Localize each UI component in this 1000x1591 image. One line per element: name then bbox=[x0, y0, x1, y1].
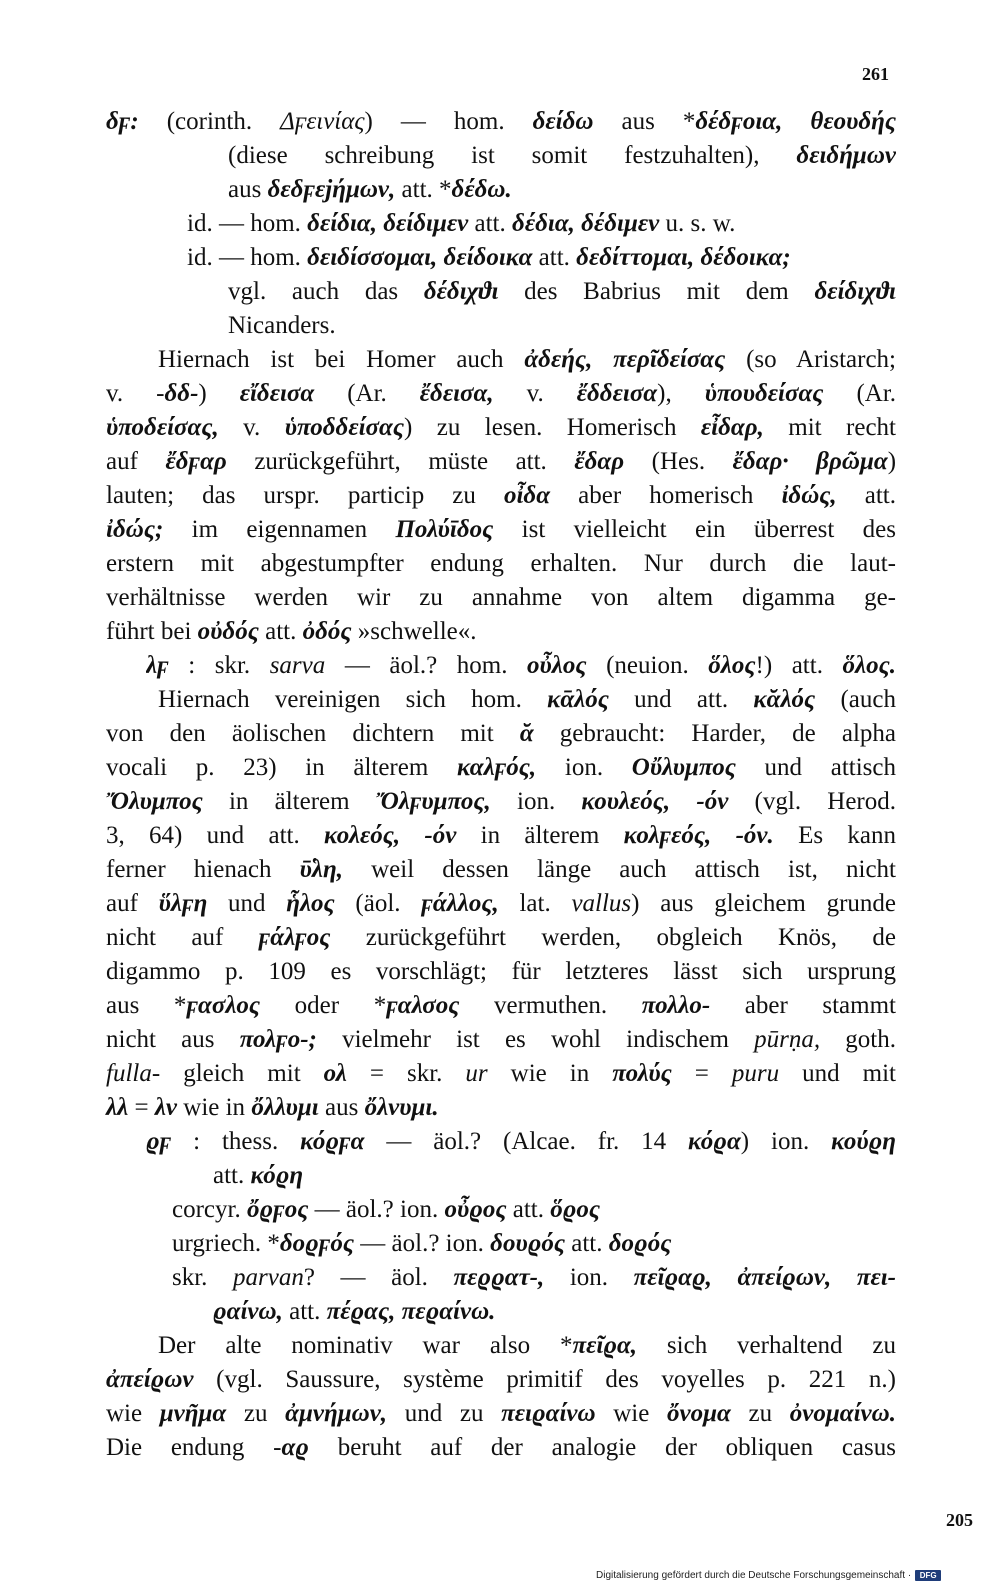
text-run: auf bbox=[106, 890, 159, 917]
greek-term: κᾰλός bbox=[753, 686, 816, 713]
text-run: mit recht bbox=[763, 414, 896, 441]
greek-term: ὄϱϝος bbox=[246, 1196, 309, 1223]
text-line bbox=[106, 548, 896, 580]
greek-term: δείδια, δείδιμεν bbox=[307, 210, 469, 237]
greek-term: ολ bbox=[323, 1060, 347, 1087]
text-line bbox=[106, 1058, 896, 1090]
greek-term: Οὔλυμπος bbox=[631, 754, 736, 781]
text-run: Hiernach vereinigen sich hom. bbox=[158, 686, 548, 713]
greek-term: ὑποδδείσας bbox=[284, 414, 405, 441]
text-run: : skr. bbox=[168, 652, 270, 679]
text-run: zurückgeführt, müste att. bbox=[226, 448, 575, 475]
greek-term: πολλο- bbox=[641, 992, 711, 1019]
text-run: id. — hom. bbox=[187, 244, 308, 271]
greek-term: ὀδός bbox=[302, 618, 352, 645]
text-line bbox=[106, 446, 896, 478]
text-line bbox=[106, 514, 896, 546]
greek-term: Ὄλϝυμπος, bbox=[375, 788, 491, 815]
greek-term: δέδω. bbox=[451, 176, 512, 203]
greek-term: ϱαίνω, bbox=[213, 1298, 283, 1325]
greek-term: ἧλος bbox=[286, 890, 335, 917]
text-run: — äol.? (Alcae. fr. 14 bbox=[364, 1128, 689, 1155]
greek-term: πειϱαίνω bbox=[501, 1400, 596, 1427]
greek-term: δείδιχϑι bbox=[814, 278, 896, 305]
greek-term: κουλεός, -όν bbox=[581, 788, 729, 815]
text-run: ) ion. bbox=[740, 1128, 832, 1155]
text-line bbox=[106, 106, 896, 138]
text-line bbox=[172, 1228, 671, 1260]
text-run: Nicanders. bbox=[228, 312, 336, 339]
text-run: ion. bbox=[490, 788, 582, 815]
greek-term: κόϱη bbox=[250, 1162, 304, 1189]
text-run: zu bbox=[226, 1400, 286, 1427]
text-line bbox=[228, 276, 896, 308]
text-line bbox=[106, 956, 896, 988]
greek-term: ϝασλος bbox=[186, 992, 261, 1019]
text-line bbox=[106, 718, 896, 750]
text-run: — äol.? ion. bbox=[354, 1230, 491, 1257]
text-line bbox=[106, 922, 896, 954]
text-line bbox=[106, 582, 896, 614]
text-run: att. bbox=[565, 1230, 609, 1257]
greek-term: ὄλλυμι bbox=[251, 1094, 319, 1121]
text-run: Es kann bbox=[773, 822, 896, 849]
text-line bbox=[106, 480, 896, 512]
text-run: ion. bbox=[544, 1264, 634, 1291]
text-run: att. bbox=[532, 244, 577, 271]
text-run: wie in bbox=[487, 1060, 613, 1087]
text-run: wie in bbox=[177, 1094, 252, 1121]
text-run: vgl. auch das bbox=[228, 278, 424, 305]
text-run: ferner hienach bbox=[106, 856, 300, 883]
greek-term: οὖλος bbox=[527, 652, 587, 679]
text-run: und zu bbox=[387, 1400, 502, 1427]
text-run: — äol.? ion. bbox=[308, 1196, 445, 1223]
text-line bbox=[106, 1092, 439, 1124]
greek-term: κᾱλός bbox=[547, 686, 609, 713]
greek-term: δεδϝεϳήμων, bbox=[267, 176, 396, 203]
text-line bbox=[213, 1160, 303, 1192]
greek-term: λϝ bbox=[146, 652, 169, 679]
text-run: (vgl. Saussure, système primitif des voyelles p. 221 n.) bbox=[193, 1366, 896, 1393]
text-run: ) bbox=[887, 448, 896, 475]
text-run: aber stammt bbox=[710, 992, 896, 1019]
greek-term: ὑπουδείσας bbox=[704, 380, 824, 407]
greek-term: πεῖϱα, bbox=[572, 1332, 638, 1359]
greek-term: ὅλος bbox=[708, 652, 756, 679]
text-run: Hiernach ist bei Homer auch bbox=[158, 346, 525, 373]
text-line bbox=[106, 616, 477, 648]
text-run: aus bbox=[228, 176, 268, 203]
text-run: gleich mit bbox=[160, 1060, 324, 1087]
latin-italic-term: fulla- bbox=[106, 1060, 161, 1087]
text-run: v. bbox=[493, 380, 577, 407]
text-run: goth. bbox=[820, 1026, 896, 1053]
text-run: (auch bbox=[815, 686, 896, 713]
text-run: lauten; das urspr. particip zu bbox=[106, 482, 504, 509]
text-run: ? — äol. bbox=[303, 1264, 454, 1291]
text-run: vocali p. 23) in älterem bbox=[106, 754, 457, 781]
greek-term: ὅϱος bbox=[550, 1196, 601, 1223]
text-run: att. * bbox=[395, 176, 452, 203]
greek-term: ὕλϝη bbox=[158, 890, 208, 917]
greek-term: Ὄλυμπος bbox=[106, 788, 203, 815]
text-run: und mit bbox=[779, 1060, 896, 1087]
greek-term: ᾰ bbox=[519, 720, 534, 747]
text-run: id. — hom. bbox=[187, 210, 308, 237]
text-run: von den äolischen dichtern mit bbox=[106, 720, 520, 747]
greek-term: πολύς bbox=[612, 1060, 672, 1087]
greek-term: ἰδώς; bbox=[106, 516, 164, 543]
text-run: erstern mit abgestumpfter endung erhalten. Nur durch die laut- bbox=[106, 550, 896, 577]
text-run: aus * bbox=[593, 108, 696, 135]
text-run: »schwelle«. bbox=[351, 618, 477, 645]
text-run: weil dessen länge auch attisch ist, nicht bbox=[342, 856, 896, 883]
greek-term: ὄλνυμι. bbox=[364, 1094, 439, 1121]
latin-italic-term: pūrṇa, bbox=[754, 1026, 821, 1053]
greek-term: ἀπείϱων bbox=[106, 1366, 194, 1393]
text-run: beruht auf der analogie der obliquen casus bbox=[308, 1434, 896, 1461]
greek-term: δέδϝοια, θεουδής bbox=[695, 108, 896, 135]
text-run: im eigennamen bbox=[163, 516, 396, 543]
greek-term: ὄνομα bbox=[667, 1400, 731, 1427]
text-run: (Ar. bbox=[314, 380, 420, 407]
greek-term: ἀμνήμων, bbox=[285, 1400, 388, 1427]
greek-term: δϝ: bbox=[106, 108, 139, 135]
text-run: att. bbox=[506, 1196, 551, 1223]
greek-term: καλϝός, bbox=[457, 754, 537, 781]
text-run: und att. bbox=[608, 686, 754, 713]
text-run: (Hes. bbox=[624, 448, 733, 475]
text-run: und attisch bbox=[735, 754, 896, 781]
text-run: !) att. bbox=[755, 652, 843, 679]
greek-term: ἔδαρ· βρῶμα bbox=[732, 448, 888, 475]
greek-term: δδ- bbox=[164, 380, 199, 407]
greek-term: κόϱα bbox=[688, 1128, 741, 1155]
greek-term: ὀνομαίνω. bbox=[789, 1400, 896, 1427]
text-line bbox=[106, 990, 896, 1022]
text-run: in älterem bbox=[456, 822, 624, 849]
greek-term: δοϱϝός bbox=[279, 1230, 355, 1257]
greek-term: λλ bbox=[106, 1094, 129, 1121]
greek-term: λν bbox=[154, 1094, 178, 1121]
greek-term: ϝαλσος bbox=[386, 992, 460, 1019]
text-run: ion. bbox=[536, 754, 632, 781]
text-run: skr. bbox=[172, 1264, 234, 1291]
text-line bbox=[106, 820, 896, 852]
text-run: att. bbox=[468, 210, 513, 237]
text-line bbox=[158, 1330, 896, 1362]
text-run: (so Aristarch; bbox=[725, 346, 896, 373]
text-run: aus * bbox=[106, 992, 187, 1019]
greek-term: ϝάλϝος bbox=[258, 924, 331, 951]
funding-credit-text: Digitalisierung gefördert durch die Deutsche Forschungsgemeinschaft · bbox=[596, 1570, 912, 1581]
greek-term: κολεός, -όν bbox=[324, 822, 457, 849]
text-line bbox=[106, 888, 896, 920]
text-run: (corinth. bbox=[138, 108, 281, 135]
latin-italic-term: sarva bbox=[269, 652, 326, 679]
greek-term: πεῖϱαϱ, ἀπείϱων, πει- bbox=[633, 1264, 896, 1291]
text-run: nicht aus bbox=[106, 1026, 240, 1053]
text-run: (diese schreibung ist somit festzuhalten), bbox=[228, 142, 797, 169]
greek-term: δέδιχϑι bbox=[423, 278, 499, 305]
text-run: gebraucht: Harder, de alpha bbox=[533, 720, 896, 747]
text-run: v. bbox=[218, 414, 285, 441]
dfg-logo: DFG bbox=[915, 1570, 941, 1581]
text-run: v. - bbox=[106, 380, 165, 407]
text-line bbox=[106, 1024, 896, 1056]
text-run: = bbox=[671, 1060, 732, 1087]
text-run: wie bbox=[595, 1400, 668, 1427]
text-line bbox=[106, 786, 896, 818]
greek-term: ῡ̔λη, bbox=[299, 856, 343, 883]
text-run: att. bbox=[836, 482, 896, 509]
text-run: des Babrius mit dem bbox=[498, 278, 815, 305]
text-line bbox=[106, 1398, 896, 1430]
text-run: lat. bbox=[498, 890, 572, 917]
greek-term: ἔδαρ bbox=[574, 448, 625, 475]
text-run: urgriech. * bbox=[172, 1230, 280, 1257]
text-run: ) aus gleichem grunde bbox=[631, 890, 896, 917]
text-run: = bbox=[128, 1094, 155, 1121]
greek-term: Πολύῑδος bbox=[395, 516, 494, 543]
text-line bbox=[187, 208, 735, 240]
greek-term: εἴδεισα bbox=[239, 380, 315, 407]
text-line bbox=[106, 854, 896, 886]
text-run: (vgl. Herod. bbox=[728, 788, 896, 815]
text-run: att. bbox=[213, 1162, 251, 1189]
text-run: aus bbox=[318, 1094, 365, 1121]
footer-page-number: 205 bbox=[946, 1510, 973, 1530]
text-run: (äol. bbox=[334, 890, 422, 917]
greek-term: δείδω bbox=[532, 108, 594, 135]
greek-term: ἔδϝαρ bbox=[165, 448, 227, 475]
text-run: ), bbox=[657, 380, 705, 407]
text-run: digammo p. 109 es vorschlägt; für letzteres lässt sich ursprung bbox=[106, 958, 896, 985]
greek-term: δεδίττομαι, δέδοικα; bbox=[576, 244, 791, 271]
text-run: wie bbox=[106, 1400, 160, 1427]
text-run: ) — hom. bbox=[364, 108, 533, 135]
text-line bbox=[106, 1432, 896, 1464]
text-run: sich verhaltend zu bbox=[637, 1332, 896, 1359]
text-line bbox=[172, 1262, 896, 1294]
greek-term: οὐδός bbox=[197, 618, 259, 645]
text-run: auf bbox=[106, 448, 166, 475]
greek-term: ἀδεής, περῖδείσας bbox=[524, 346, 726, 373]
text-line bbox=[213, 1296, 495, 1328]
text-run: (Ar. bbox=[823, 380, 896, 407]
text-line bbox=[158, 684, 896, 716]
text-run: zurückgeführt werden, obgleich Knös, de bbox=[330, 924, 896, 951]
text-run: : thess. bbox=[171, 1128, 301, 1155]
text-line bbox=[146, 650, 896, 682]
greek-term: κούϱη bbox=[831, 1128, 896, 1155]
greek-term: οἶδα bbox=[503, 482, 551, 509]
greek-term: οὖϱος bbox=[444, 1196, 507, 1223]
greek-term: ἔδδεισα bbox=[576, 380, 658, 407]
text-run: und bbox=[207, 890, 287, 917]
greek-term: ὑποδείσας, bbox=[106, 414, 219, 441]
text-run: oder * bbox=[260, 992, 387, 1019]
greek-term: δειδίσσομαι, δείδοικα bbox=[307, 244, 533, 271]
text-line bbox=[172, 1194, 600, 1226]
text-run: u. s. w. bbox=[659, 210, 736, 237]
text-run: — äol.? hom. bbox=[325, 652, 528, 679]
text-line bbox=[106, 378, 896, 410]
latin-italic-term: parvan bbox=[233, 1264, 304, 1291]
greek-term: Δϝεινίας bbox=[280, 108, 365, 135]
text-line bbox=[146, 1126, 896, 1158]
text-line bbox=[106, 412, 896, 444]
greek-term: πέϱας, πεϱαίνω. bbox=[326, 1298, 496, 1325]
text-run: = skr. bbox=[346, 1060, 466, 1087]
greek-term: ϱϝ bbox=[146, 1128, 172, 1155]
text-run: Die endung - bbox=[106, 1434, 282, 1461]
text-line bbox=[187, 242, 791, 274]
greek-term: ἰδώς, bbox=[781, 482, 837, 509]
greek-term: ὅλος. bbox=[842, 652, 896, 679]
text-run: 3, 64) und att. bbox=[106, 822, 325, 849]
text-run: corcyr. bbox=[172, 1196, 247, 1223]
text-line bbox=[228, 174, 512, 206]
greek-term: κολϝεός, -όν. bbox=[623, 822, 774, 849]
text-run: ist vielleicht ein überrest des bbox=[493, 516, 896, 543]
greek-term: δουϱός bbox=[490, 1230, 565, 1257]
greek-term: κόϱϝα bbox=[300, 1128, 365, 1155]
text-run: Der alte nominativ war also * bbox=[158, 1332, 573, 1359]
greek-term: μνῆμα bbox=[159, 1400, 227, 1427]
text-run: verhältnisse werden wir zu annahme von altem digamma ge- bbox=[106, 584, 896, 611]
text-run: (neuion. bbox=[586, 652, 709, 679]
text-run: ) bbox=[198, 380, 240, 407]
greek-term: ϝάλλος, bbox=[421, 890, 499, 917]
greek-term: δέδια, δέδιμεν bbox=[512, 210, 660, 237]
greek-term: πεϱϱατ-, bbox=[453, 1264, 545, 1291]
page-number: 261 bbox=[862, 64, 889, 84]
text-run: vielmehr ist es wohl indischem bbox=[316, 1026, 755, 1053]
text-run: ) zu lesen. Homerisch bbox=[404, 414, 701, 441]
text-run: att. bbox=[258, 618, 303, 645]
latin-italic-term: puru bbox=[731, 1060, 780, 1087]
greek-term: πολϝο-; bbox=[239, 1026, 317, 1053]
latin-italic-term: vallus bbox=[571, 890, 632, 917]
greek-term: δοϱός bbox=[608, 1230, 672, 1257]
funding-credit bbox=[596, 1570, 941, 1581]
greek-term: εἶδαρ, bbox=[700, 414, 764, 441]
latin-italic-term: ur bbox=[465, 1060, 488, 1087]
text-line bbox=[158, 344, 896, 376]
text-line bbox=[228, 140, 896, 172]
text-line bbox=[106, 752, 896, 784]
text-run: zu bbox=[730, 1400, 790, 1427]
text-line bbox=[228, 310, 336, 342]
text-run: att. bbox=[282, 1298, 327, 1325]
greek-term: ἔδεισα, bbox=[419, 380, 494, 407]
text-run: aber homerisch bbox=[550, 482, 782, 509]
greek-term: αϱ bbox=[281, 1434, 309, 1461]
text-run: führt bei bbox=[106, 618, 198, 645]
text-run: in älterem bbox=[202, 788, 376, 815]
text-run: nicht auf bbox=[106, 924, 259, 951]
greek-term: δειδήμων bbox=[796, 142, 896, 169]
text-run: vermuthen. bbox=[459, 992, 642, 1019]
text-line bbox=[106, 1364, 896, 1396]
